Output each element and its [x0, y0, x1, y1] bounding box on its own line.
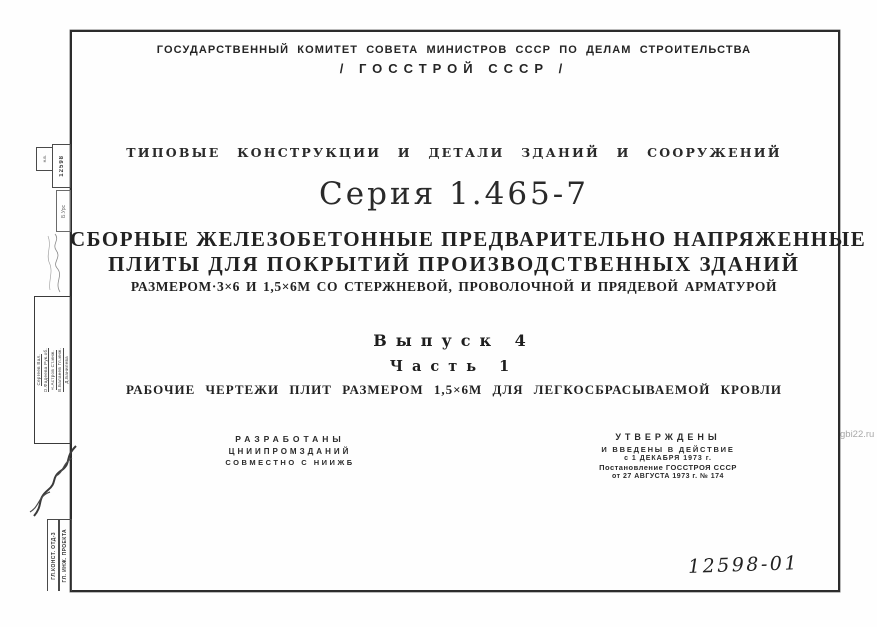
faint-handwriting-scribble: [40, 232, 70, 294]
sidebar-mini-stamp: [36, 147, 53, 171]
signer-cell: [35, 354, 42, 385]
series-caption: ТИПОВЫЕ КОНСТРУКЦИИ И ДЕТАЛИ ЗДАНИЙ И СООРУЖЕНИЙ: [126, 145, 782, 160]
site-watermark: gbi22.ru: [840, 429, 875, 440]
main-title-line2: ПЛИТЫ ДЛЯ ПОКРЫТИЙ ПРОИЗВОДСТВЕННЫХ ЗДАНИЙ: [108, 252, 800, 276]
signer-cell: [42, 348, 49, 392]
signer-name: Сергеев Вал.: [35, 354, 41, 386]
issue-number: Выпуск 4: [373, 331, 535, 350]
sidebar-fragment-stamp: [56, 190, 71, 232]
sidebar-code-stamp: [52, 144, 71, 188]
signature-scribble: [28, 442, 80, 518]
handwritten-document-number: 12598-01: [687, 552, 800, 578]
committee-header: ГОСУДАРСТВЕННЫЙ КОМИТЕТ СОВЕТА МИНИСТРОВ СССР ПО ДЕЛАМ СТРОИТЕЛЬСТВА: [156, 44, 752, 56]
approved-date: с 1 ДЕКАБРЯ 1973 г.: [624, 455, 712, 462]
sidebar-signers-table: [34, 296, 71, 444]
signer-name: О.Фадеева Рук.об.: [42, 347, 48, 393]
approved-label: УТВЕРЖДЕНЫ: [615, 432, 721, 442]
sidebar-chief-engineer-cell: [58, 519, 72, 591]
signer-cell: [64, 356, 70, 384]
part-number: Часть 1: [389, 358, 519, 375]
sidebar-mini-marks: н.в.: [42, 155, 47, 163]
developed-org: ЦНИИПРОМЗДАНИЙ: [228, 447, 352, 456]
signer-cell: [57, 348, 64, 392]
signer-name: В.Баланев Гл.инж.: [57, 348, 63, 392]
approved-resolution-number: от 27 АВГУСТА 1973 г. № 174: [612, 473, 724, 480]
gosstroy-header: / ГОССТРОЙ СССР /: [339, 61, 569, 76]
approved-block: [568, 432, 768, 480]
approved-line2: И ВВЕДЕНЫ В ДЕЙСТВИЕ: [601, 445, 735, 454]
approved-resolution: Постановление ГОССТРОЯ СССР: [599, 463, 737, 472]
main-title-line1: СБОРНЫЕ ЖЕЛЕЗОБЕТОННЫЕ ПРЕДВАРИТЕЛЬНО НАПРЯЖЕННЫЕ: [70, 227, 867, 251]
series-number: Серия 1.465-7: [319, 176, 589, 212]
sidebar-code-text: 12598: [58, 155, 65, 177]
developed-by-block: [200, 434, 380, 467]
signer-name: Н.Астров Ст.инж.: [50, 349, 55, 391]
main-title-line3: РАЗМЕРОМ·3×6 И 1,5×6М СО СТЕРЖНЕВОЙ, ПРОВОЛОЧНОЙ И ПРЯДЕВОЙ АРМАТУРОЙ: [130, 279, 778, 294]
chief-constructor-label: ГЛ.КОНСТ. ОТД-3: [50, 531, 57, 580]
working-drawings-subtitle: РАБОЧИЕ ЧЕРТЕЖИ ПЛИТ РАЗМЕРОМ 1,5×6М ДЛЯ ЛЕГКОСБРАСЫВАЕМОЙ КРОВЛИ: [125, 382, 782, 397]
signer-name: Д.Банилева: [64, 356, 70, 384]
signer-cell: [49, 350, 56, 391]
chief-engineer-label: ГЛ. ИНЖ. ПРОЕКТА: [62, 528, 68, 583]
developed-label: РАЗРАБОТАНЫ: [235, 434, 345, 444]
developed-partner: СОВМЕСТНО С НИИЖБ: [225, 458, 355, 467]
sidebar-fragment-text: Б.Урс: [60, 204, 67, 218]
